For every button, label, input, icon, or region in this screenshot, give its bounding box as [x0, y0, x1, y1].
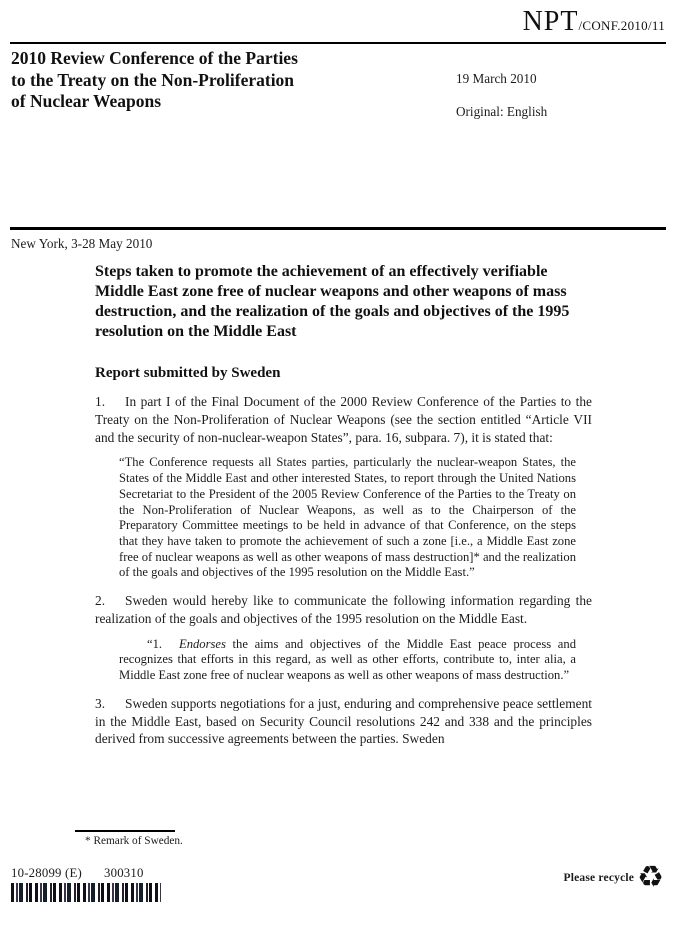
conference-title-line2: to the Treaty on the Non-Proliferation [11, 69, 295, 90]
conference-title-line1: 2010 Review Conference of the Parties [11, 48, 298, 68]
document-body [95, 262, 592, 748]
conference-title-line3: of Nuclear Weapons [11, 91, 162, 111]
blockquote-2 [119, 637, 576, 684]
paragraph-1 [95, 393, 592, 446]
blockquote-2-text: the aims and objectives of the Middle East peace process and recognizes that efforts in this regard, as well as other efforts, contribute to, inter alia, a Middle East zone free of nuclear weapons as well as other weapons of mass destruction.” [119, 636, 576, 683]
blockquote-1: “The Conference requests all States parties, particularly the nuclear-weapon States, the States of the Middle East and other interested States, to report through the United Nations Secretariat to the President of the 2005 Review Conference of the Parties to the Treaty on the Non-Proliferation of Nuclear Weapons, as well as to the Chairperson of the Preparatory Committee meetings to be held in advance of that Conference, on the steps that they have taken to promote the achievement of such a zone [i.e., a Middle East zone free of nuclear weapons as well as other weapons of mass destruction]* and the realization of the goals and objectives of the 1995 resolution on the Middle East.” [119, 455, 576, 580]
paragraph-3-number: 3. [95, 695, 106, 711]
paragraph-1-text: In part I of the Final Document of the 2000 Review Conference of the Parties to the Treaty on the Non-Proliferation of Nuclear Weapons (see the section entitled “Article VII and the security of non-nuclear-weapon States”, para. 16, subpara. 7), it is stated that: [95, 394, 592, 445]
footnote-text: * Remark of Sweden. [85, 835, 183, 847]
session-location-dates: New York, 3-28 May 2010 [11, 236, 153, 251]
recycle-icon: ♻ [637, 860, 664, 895]
document-symbol [523, 6, 665, 38]
footer-right [563, 860, 665, 895]
document-date: 19 March 2010 [456, 71, 537, 86]
paragraph-2-text: Sweden would hereby like to communicate the following information regarding the realization of the goals and objectives of the 1995 resolution on the Middle East. [95, 593, 592, 626]
footnote-rule [75, 830, 175, 832]
print-date-code: 300310 [104, 866, 144, 880]
conference-title [11, 48, 411, 113]
paragraph-1-number: 1. [95, 394, 106, 409]
header-rule [10, 42, 666, 44]
paragraph-3-text: Sweden supports negotiations for a just, enduring and comprehensive peace settlement in the Middle East, based on Security Council resolutions 242 and 338 and the principles derived from successive agreements between the parties. Sweden [95, 695, 592, 747]
paragraph-3 [95, 695, 592, 748]
document-symbol-main: NPT [522, 6, 579, 37]
original-language: Original: English [456, 104, 548, 119]
blockquote-2-number: “1. [147, 636, 163, 651]
session-rule [10, 227, 666, 230]
barcode [11, 883, 161, 902]
recycle-label: Please recycle [563, 872, 635, 884]
print-code: 10-28099 (E) [11, 866, 82, 880]
report-title: Steps taken to promote the achievement of an effectively verifiable Middle East zone free of nuclear weapons and other weapons of mass destruction, and the realization of the goals and objectives of the 1995 resolution on the Middle East [95, 263, 570, 340]
footnote-block [75, 830, 475, 847]
paragraph-2-number: 2. [95, 593, 106, 609]
document-symbol-suffix: /CONF.2010/11 [578, 18, 665, 33]
print-code-line [11, 866, 161, 881]
blockquote-2-italic: Endorses [179, 636, 226, 651]
paragraph-2 [95, 592, 592, 628]
report-subtitle: Report submitted by Sweden [95, 365, 281, 381]
footer-left [11, 866, 161, 902]
